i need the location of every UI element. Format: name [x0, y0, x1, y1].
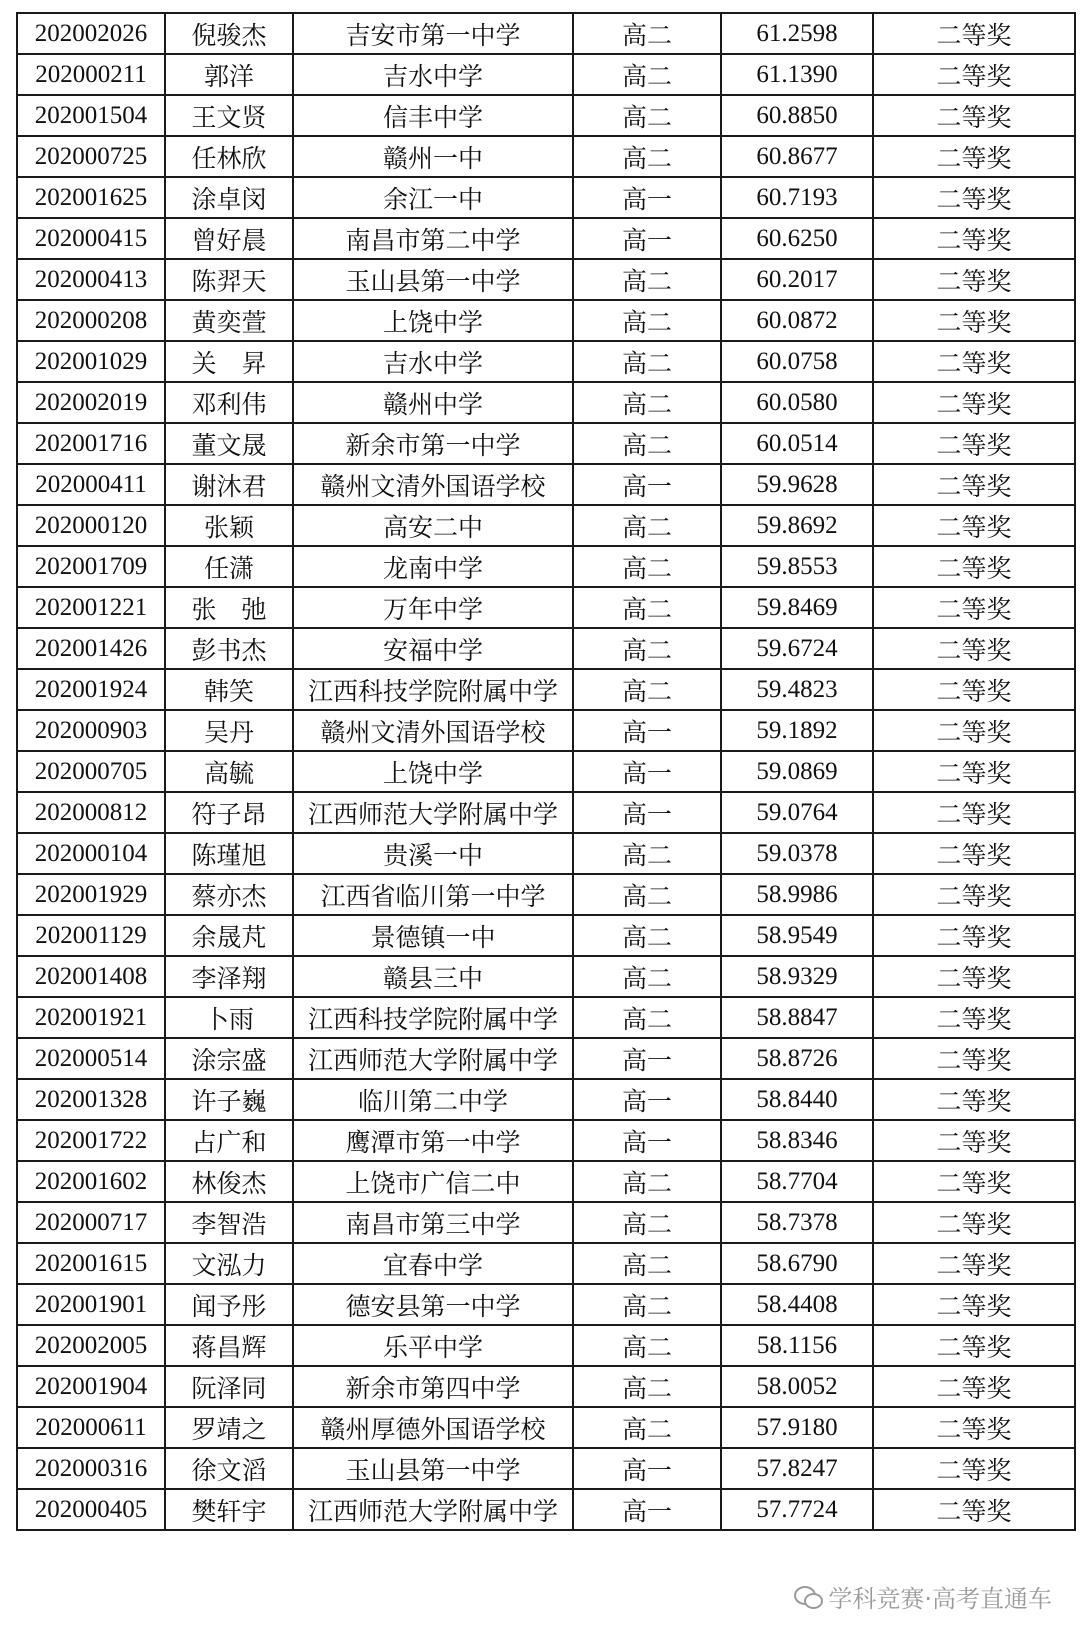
grade-cell: 高二 — [573, 54, 721, 95]
score-cell: 58.8346 — [721, 1120, 873, 1161]
score-cell: 60.0580 — [721, 382, 873, 423]
table-row — [17, 915, 1075, 956]
grade-cell: 高二 — [573, 874, 721, 915]
award-cell: 二等奖 — [873, 423, 1075, 464]
student-name-cell: 李智浩 — [165, 1202, 293, 1243]
table-row — [17, 751, 1075, 792]
award-cell: 二等奖 — [873, 218, 1075, 259]
table-row — [17, 13, 1075, 54]
student-id-cell: 202001602 — [17, 1161, 165, 1202]
score-cell: 59.8469 — [721, 587, 873, 628]
student-id-cell: 202000514 — [17, 1038, 165, 1079]
score-cell: 58.4408 — [721, 1284, 873, 1325]
award-cell: 二等奖 — [873, 382, 1075, 423]
student-name-cell: 张颖 — [165, 505, 293, 546]
awards-table-body — [17, 13, 1075, 1530]
student-name-cell: 郭洋 — [165, 54, 293, 95]
score-cell: 58.1156 — [721, 1325, 873, 1366]
table-row — [17, 1202, 1075, 1243]
table-row — [17, 1366, 1075, 1407]
school-cell: 龙南中学 — [293, 546, 573, 587]
grade-cell: 高二 — [573, 13, 721, 54]
school-cell: 德安县第一中学 — [293, 1284, 573, 1325]
student-id-cell: 202001504 — [17, 95, 165, 136]
grade-cell: 高二 — [573, 915, 721, 956]
awards-table-container — [16, 12, 1074, 1531]
student-name-cell: 高毓 — [165, 751, 293, 792]
school-cell: 乐平中学 — [293, 1325, 573, 1366]
table-row — [17, 1284, 1075, 1325]
student-id-cell: 202000411 — [17, 464, 165, 505]
score-cell: 58.7704 — [721, 1161, 873, 1202]
score-cell: 58.8440 — [721, 1079, 873, 1120]
table-row — [17, 505, 1075, 546]
student-id-cell: 202001929 — [17, 874, 165, 915]
award-cell: 二等奖 — [873, 1161, 1075, 1202]
student-id-cell: 202001029 — [17, 341, 165, 382]
student-name-cell: 曾好晨 — [165, 218, 293, 259]
table-row — [17, 1407, 1075, 1448]
grade-cell: 高一 — [573, 464, 721, 505]
grade-cell: 高二 — [573, 997, 721, 1038]
school-cell: 贵溪一中 — [293, 833, 573, 874]
score-cell: 59.0764 — [721, 792, 873, 833]
school-cell: 赣州文清外国语学校 — [293, 710, 573, 751]
student-id-cell: 202000413 — [17, 259, 165, 300]
student-id-cell: 202001625 — [17, 177, 165, 218]
school-cell: 赣州文清外国语学校 — [293, 464, 573, 505]
grade-cell: 高二 — [573, 546, 721, 587]
grade-cell: 高二 — [573, 259, 721, 300]
award-cell: 二等奖 — [873, 874, 1075, 915]
table-row — [17, 710, 1075, 751]
table-row — [17, 628, 1075, 669]
student-name-cell: 王文贤 — [165, 95, 293, 136]
grade-cell: 高二 — [573, 628, 721, 669]
student-name-cell: 黄奕萱 — [165, 300, 293, 341]
student-id-cell: 202001129 — [17, 915, 165, 956]
table-row — [17, 177, 1075, 218]
student-name-cell: 卜雨 — [165, 997, 293, 1038]
student-name-cell: 涂卓闵 — [165, 177, 293, 218]
table-row — [17, 1448, 1075, 1489]
student-name-cell: 陈羿天 — [165, 259, 293, 300]
grade-cell: 高二 — [573, 587, 721, 628]
school-cell: 鹰潭市第一中学 — [293, 1120, 573, 1161]
school-cell: 万年中学 — [293, 587, 573, 628]
student-id-cell: 202000405 — [17, 1489, 165, 1530]
score-cell: 61.1390 — [721, 54, 873, 95]
grade-cell: 高一 — [573, 792, 721, 833]
student-name-cell: 邓利伟 — [165, 382, 293, 423]
award-cell: 二等奖 — [873, 300, 1075, 341]
grade-cell: 高二 — [573, 423, 721, 464]
student-name-cell: 任潇 — [165, 546, 293, 587]
award-cell: 二等奖 — [873, 587, 1075, 628]
score-cell: 60.2017 — [721, 259, 873, 300]
school-cell: 上饶中学 — [293, 751, 573, 792]
award-cell: 二等奖 — [873, 1079, 1075, 1120]
school-cell: 临川第二中学 — [293, 1079, 573, 1120]
student-id-cell: 202000120 — [17, 505, 165, 546]
student-id-cell: 202002026 — [17, 13, 165, 54]
student-name-cell: 占广和 — [165, 1120, 293, 1161]
table-row — [17, 259, 1075, 300]
table-row — [17, 423, 1075, 464]
score-cell: 59.0869 — [721, 751, 873, 792]
student-name-cell: 陈瑾旭 — [165, 833, 293, 874]
student-id-cell: 202001408 — [17, 956, 165, 997]
award-cell: 二等奖 — [873, 1202, 1075, 1243]
award-cell: 二等奖 — [873, 177, 1075, 218]
student-name-cell: 李泽翔 — [165, 956, 293, 997]
student-name-cell: 樊轩宇 — [165, 1489, 293, 1530]
student-name-cell: 闻予彤 — [165, 1284, 293, 1325]
grade-cell: 高二 — [573, 1366, 721, 1407]
grade-cell: 高二 — [573, 382, 721, 423]
student-name-cell: 任林欣 — [165, 136, 293, 177]
student-id-cell: 202000812 — [17, 792, 165, 833]
student-name-cell: 倪骏杰 — [165, 13, 293, 54]
award-cell: 二等奖 — [873, 1243, 1075, 1284]
grade-cell: 高二 — [573, 1284, 721, 1325]
student-name-cell: 许子巍 — [165, 1079, 293, 1120]
school-cell: 江西省临川第一中学 — [293, 874, 573, 915]
student-name-cell: 吴丹 — [165, 710, 293, 751]
award-cell: 二等奖 — [873, 259, 1075, 300]
table-row — [17, 382, 1075, 423]
table-row — [17, 464, 1075, 505]
grade-cell: 高二 — [573, 1407, 721, 1448]
school-cell: 吉安市第一中学 — [293, 13, 573, 54]
grade-cell: 高一 — [573, 218, 721, 259]
school-cell: 赣州中学 — [293, 382, 573, 423]
student-id-cell: 202002019 — [17, 382, 165, 423]
grade-cell: 高一 — [573, 751, 721, 792]
student-id-cell: 202000903 — [17, 710, 165, 751]
student-name-cell: 张 弛 — [165, 587, 293, 628]
school-cell: 吉水中学 — [293, 341, 573, 382]
student-id-cell: 202001221 — [17, 587, 165, 628]
table-row — [17, 669, 1075, 710]
student-name-cell: 文泓力 — [165, 1243, 293, 1284]
awards-table — [16, 12, 1076, 1531]
grade-cell: 高一 — [573, 1079, 721, 1120]
score-cell: 59.1892 — [721, 710, 873, 751]
student-id-cell: 202001924 — [17, 669, 165, 710]
table-row — [17, 874, 1075, 915]
student-id-cell: 202001716 — [17, 423, 165, 464]
watermark-text: 学科竞赛·高考直通车 — [828, 1585, 1052, 1613]
score-cell: 58.7378 — [721, 1202, 873, 1243]
award-cell: 二等奖 — [873, 710, 1075, 751]
table-row — [17, 341, 1075, 382]
school-cell: 上饶市广信二中 — [293, 1161, 573, 1202]
grade-cell: 高一 — [573, 710, 721, 751]
award-cell: 二等奖 — [873, 1489, 1075, 1530]
score-cell: 58.6790 — [721, 1243, 873, 1284]
table-row — [17, 1161, 1075, 1202]
school-cell: 赣县三中 — [293, 956, 573, 997]
grade-cell: 高一 — [573, 1038, 721, 1079]
wechat-icon — [794, 1586, 822, 1608]
table-row — [17, 1325, 1075, 1366]
score-cell: 60.0758 — [721, 341, 873, 382]
score-cell: 59.0378 — [721, 833, 873, 874]
school-cell: 江西师范大学附属中学 — [293, 1038, 573, 1079]
table-row — [17, 587, 1075, 628]
student-id-cell: 202001426 — [17, 628, 165, 669]
student-id-cell: 202000611 — [17, 1407, 165, 1448]
student-name-cell: 林俊杰 — [165, 1161, 293, 1202]
score-cell: 58.9549 — [721, 915, 873, 956]
school-cell: 吉水中学 — [293, 54, 573, 95]
score-cell: 57.7724 — [721, 1489, 873, 1530]
award-cell: 二等奖 — [873, 54, 1075, 95]
school-cell: 上饶中学 — [293, 300, 573, 341]
grade-cell: 高一 — [573, 1120, 721, 1161]
score-cell: 60.7193 — [721, 177, 873, 218]
score-cell: 60.6250 — [721, 218, 873, 259]
score-cell: 59.8553 — [721, 546, 873, 587]
table-row — [17, 1120, 1075, 1161]
award-cell: 二等奖 — [873, 505, 1075, 546]
grade-cell: 高二 — [573, 136, 721, 177]
student-id-cell: 202000211 — [17, 54, 165, 95]
table-row — [17, 136, 1075, 177]
school-cell: 玉山县第一中学 — [293, 259, 573, 300]
student-id-cell: 202001615 — [17, 1243, 165, 1284]
award-cell: 二等奖 — [873, 464, 1075, 505]
score-cell: 59.8692 — [721, 505, 873, 546]
grade-cell: 高二 — [573, 1325, 721, 1366]
student-id-cell: 202000208 — [17, 300, 165, 341]
student-name-cell: 徐文滔 — [165, 1448, 293, 1489]
school-cell: 南昌市第二中学 — [293, 218, 573, 259]
table-row — [17, 1079, 1075, 1120]
student-id-cell: 202001328 — [17, 1079, 165, 1120]
score-cell: 59.4823 — [721, 669, 873, 710]
score-cell: 60.8677 — [721, 136, 873, 177]
grade-cell: 高一 — [573, 1448, 721, 1489]
award-cell: 二等奖 — [873, 792, 1075, 833]
award-cell: 二等奖 — [873, 1284, 1075, 1325]
school-cell: 江西师范大学附属中学 — [293, 792, 573, 833]
award-cell: 二等奖 — [873, 1120, 1075, 1161]
award-cell: 二等奖 — [873, 1448, 1075, 1489]
score-cell: 58.8726 — [721, 1038, 873, 1079]
student-id-cell: 202001709 — [17, 546, 165, 587]
table-row — [17, 300, 1075, 341]
table-row — [17, 218, 1075, 259]
table-row — [17, 833, 1075, 874]
student-name-cell: 蒋昌辉 — [165, 1325, 293, 1366]
score-cell: 60.8850 — [721, 95, 873, 136]
school-cell: 赣州一中 — [293, 136, 573, 177]
student-name-cell: 韩笑 — [165, 669, 293, 710]
school-cell: 玉山县第一中学 — [293, 1448, 573, 1489]
school-cell: 江西科技学院附属中学 — [293, 997, 573, 1038]
score-cell: 60.0872 — [721, 300, 873, 341]
score-cell: 58.0052 — [721, 1366, 873, 1407]
award-cell: 二等奖 — [873, 1366, 1075, 1407]
grade-cell: 高二 — [573, 95, 721, 136]
table-row — [17, 956, 1075, 997]
grade-cell: 高一 — [573, 177, 721, 218]
award-cell: 二等奖 — [873, 997, 1075, 1038]
grade-cell: 高二 — [573, 1202, 721, 1243]
student-name-cell: 关 昇 — [165, 341, 293, 382]
school-cell: 宜春中学 — [293, 1243, 573, 1284]
award-cell: 二等奖 — [873, 669, 1075, 710]
score-cell: 57.8247 — [721, 1448, 873, 1489]
award-cell: 二等奖 — [873, 751, 1075, 792]
table-row — [17, 95, 1075, 136]
student-id-cell: 202001921 — [17, 997, 165, 1038]
grade-cell: 高二 — [573, 300, 721, 341]
student-id-cell: 202001904 — [17, 1366, 165, 1407]
student-id-cell: 202000316 — [17, 1448, 165, 1489]
award-cell: 二等奖 — [873, 1325, 1075, 1366]
student-name-cell: 阮泽同 — [165, 1366, 293, 1407]
school-cell: 南昌市第三中学 — [293, 1202, 573, 1243]
award-cell: 二等奖 — [873, 1038, 1075, 1079]
award-cell: 二等奖 — [873, 833, 1075, 874]
watermark — [794, 1579, 1052, 1614]
student-id-cell: 202000104 — [17, 833, 165, 874]
award-cell: 二等奖 — [873, 95, 1075, 136]
school-cell: 赣州厚德外国语学校 — [293, 1407, 573, 1448]
grade-cell: 高二 — [573, 1243, 721, 1284]
student-name-cell: 符子昂 — [165, 792, 293, 833]
award-cell: 二等奖 — [873, 13, 1075, 54]
table-row — [17, 54, 1075, 95]
score-cell: 58.9986 — [721, 874, 873, 915]
grade-cell: 高一 — [573, 1489, 721, 1530]
score-cell: 61.2598 — [721, 13, 873, 54]
table-row — [17, 997, 1075, 1038]
table-row — [17, 792, 1075, 833]
school-cell: 江西师范大学附属中学 — [293, 1489, 573, 1530]
grade-cell: 高二 — [573, 1161, 721, 1202]
student-name-cell: 谢沐君 — [165, 464, 293, 505]
student-name-cell: 蔡亦杰 — [165, 874, 293, 915]
award-cell: 二等奖 — [873, 915, 1075, 956]
school-cell: 新余市第四中学 — [293, 1366, 573, 1407]
student-id-cell: 202002005 — [17, 1325, 165, 1366]
student-id-cell: 202001901 — [17, 1284, 165, 1325]
school-cell: 高安二中 — [293, 505, 573, 546]
grade-cell: 高二 — [573, 833, 721, 874]
table-row — [17, 1243, 1075, 1284]
award-cell: 二等奖 — [873, 628, 1075, 669]
score-cell: 57.9180 — [721, 1407, 873, 1448]
school-cell: 信丰中学 — [293, 95, 573, 136]
student-name-cell: 董文晟 — [165, 423, 293, 464]
student-id-cell: 202001722 — [17, 1120, 165, 1161]
student-name-cell: 余晟芃 — [165, 915, 293, 956]
score-cell: 59.6724 — [721, 628, 873, 669]
student-id-cell: 202000415 — [17, 218, 165, 259]
student-name-cell: 彭书杰 — [165, 628, 293, 669]
school-cell: 安福中学 — [293, 628, 573, 669]
award-cell: 二等奖 — [873, 956, 1075, 997]
award-cell: 二等奖 — [873, 546, 1075, 587]
grade-cell: 高二 — [573, 341, 721, 382]
school-cell: 景德镇一中 — [293, 915, 573, 956]
school-cell: 新余市第一中学 — [293, 423, 573, 464]
student-id-cell: 202000705 — [17, 751, 165, 792]
student-id-cell: 202000725 — [17, 136, 165, 177]
student-name-cell: 罗靖之 — [165, 1407, 293, 1448]
award-cell: 二等奖 — [873, 136, 1075, 177]
school-cell: 余江一中 — [293, 177, 573, 218]
school-cell: 江西科技学院附属中学 — [293, 669, 573, 710]
table-row — [17, 1489, 1075, 1530]
table-row — [17, 546, 1075, 587]
student-id-cell: 202000717 — [17, 1202, 165, 1243]
score-cell: 58.9329 — [721, 956, 873, 997]
student-name-cell: 涂宗盛 — [165, 1038, 293, 1079]
award-cell: 二等奖 — [873, 341, 1075, 382]
score-cell: 58.8847 — [721, 997, 873, 1038]
grade-cell: 高二 — [573, 505, 721, 546]
grade-cell: 高二 — [573, 669, 721, 710]
award-cell: 二等奖 — [873, 1407, 1075, 1448]
score-cell: 59.9628 — [721, 464, 873, 505]
score-cell: 60.0514 — [721, 423, 873, 464]
table-row — [17, 1038, 1075, 1079]
grade-cell: 高二 — [573, 956, 721, 997]
